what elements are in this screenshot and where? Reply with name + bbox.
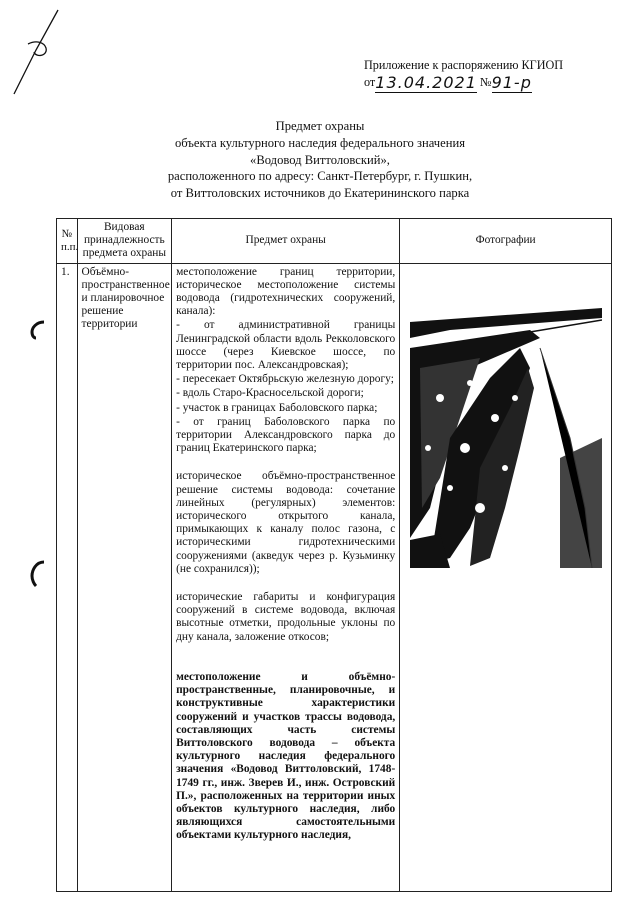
title-line: расположенного по адресу: Санкт-Петербург, г. Пушкин, [167,169,473,184]
subject-paragraph: местоположение границ территории, историческое местоположение системы водовода (гидротехнических сооружений, канала): [176,265,396,318]
subject-paragraph: - вдоль Старо-Красносельской дороги; [176,387,364,400]
protection-subject-table [56,218,612,892]
header-type: Видовая принадлежность предмета охраны [77,219,172,264]
document-title [60,118,580,202]
hole-punch-mark [28,558,52,588]
title-line: «Водовод Виттоловский», [250,152,390,167]
appendix-line1: Приложение к распоряжению КГИОП [364,58,564,72]
subject-paragraph: - от границ Баболовского парка по территории Александровского парка до границ Екатеринского парка; [176,415,396,455]
table-header-row [57,219,612,264]
header-photos: Фотографии [400,219,612,264]
margin-pen-mark [6,6,76,96]
row-photos [400,263,612,891]
row-type: Объёмно-пространственное и планировочное решение территории [77,263,172,891]
aerial-photo-image [410,308,602,568]
row-subject [172,263,400,891]
subject-paragraph: историческое объёмно-пространственное решение системы водовода: сочетание линейных (регулярных) элементов: исторического открытого канала, примыкающих к каналу полос газона, с историческими гидротехническими сооружениями (акведук через р. Кузьминку (не сохранился)); [176,470,396,575]
title-line: Предмет охраны [275,119,365,133]
appendix-from-label: от [364,75,376,89]
title-line: объекта культурного наследия федерального значения [175,135,465,150]
subject-paragraph: - от административной границы Ленинградской области вдоль Рекколовского шоссе (через Киевское шоссе, по территории пос. Александровская); [176,319,396,372]
subject-paragraph: местоположение и объёмно-пространственные, планировочные, и конструктивные характеристики сооружений и участков трассы водовода, составляющих часть системы Виттоловского водовода – объекта культурного наследия федерального значения «Водовод Виттоловский, 1748-1749 гг., инж. Зверев И., инж. Островский П.», расположенных на территории иных объектов культурного наследия, либо являющихся самостоятельными объектами культурного наследия, [176,670,396,842]
hole-punch-mark [28,318,52,342]
title-line: от Виттоловских источников до Екатерининского парка [170,186,470,201]
subject-paragraph: - пересекает Октябрьскую железную дорогу; [176,373,394,386]
subject-paragraph: - участок в границах Баболовского парка; [176,401,378,414]
header-num: № п.п. [57,219,78,264]
appendix-date: 13.04.2021 [375,73,477,92]
subject-paragraph: исторические габариты и конфигурация сооружений в системе водовода, включая высотные отметки, продольные уклоны по дну канала, заложение откосов; [176,591,396,643]
appendix-number: 91-р [491,73,532,92]
row-number: 1. [57,263,78,891]
appendix-reference [364,58,563,90]
appendix-number-label: № [479,75,492,89]
table-row [57,263,612,891]
header-subject: Предмет охраны [172,219,400,264]
